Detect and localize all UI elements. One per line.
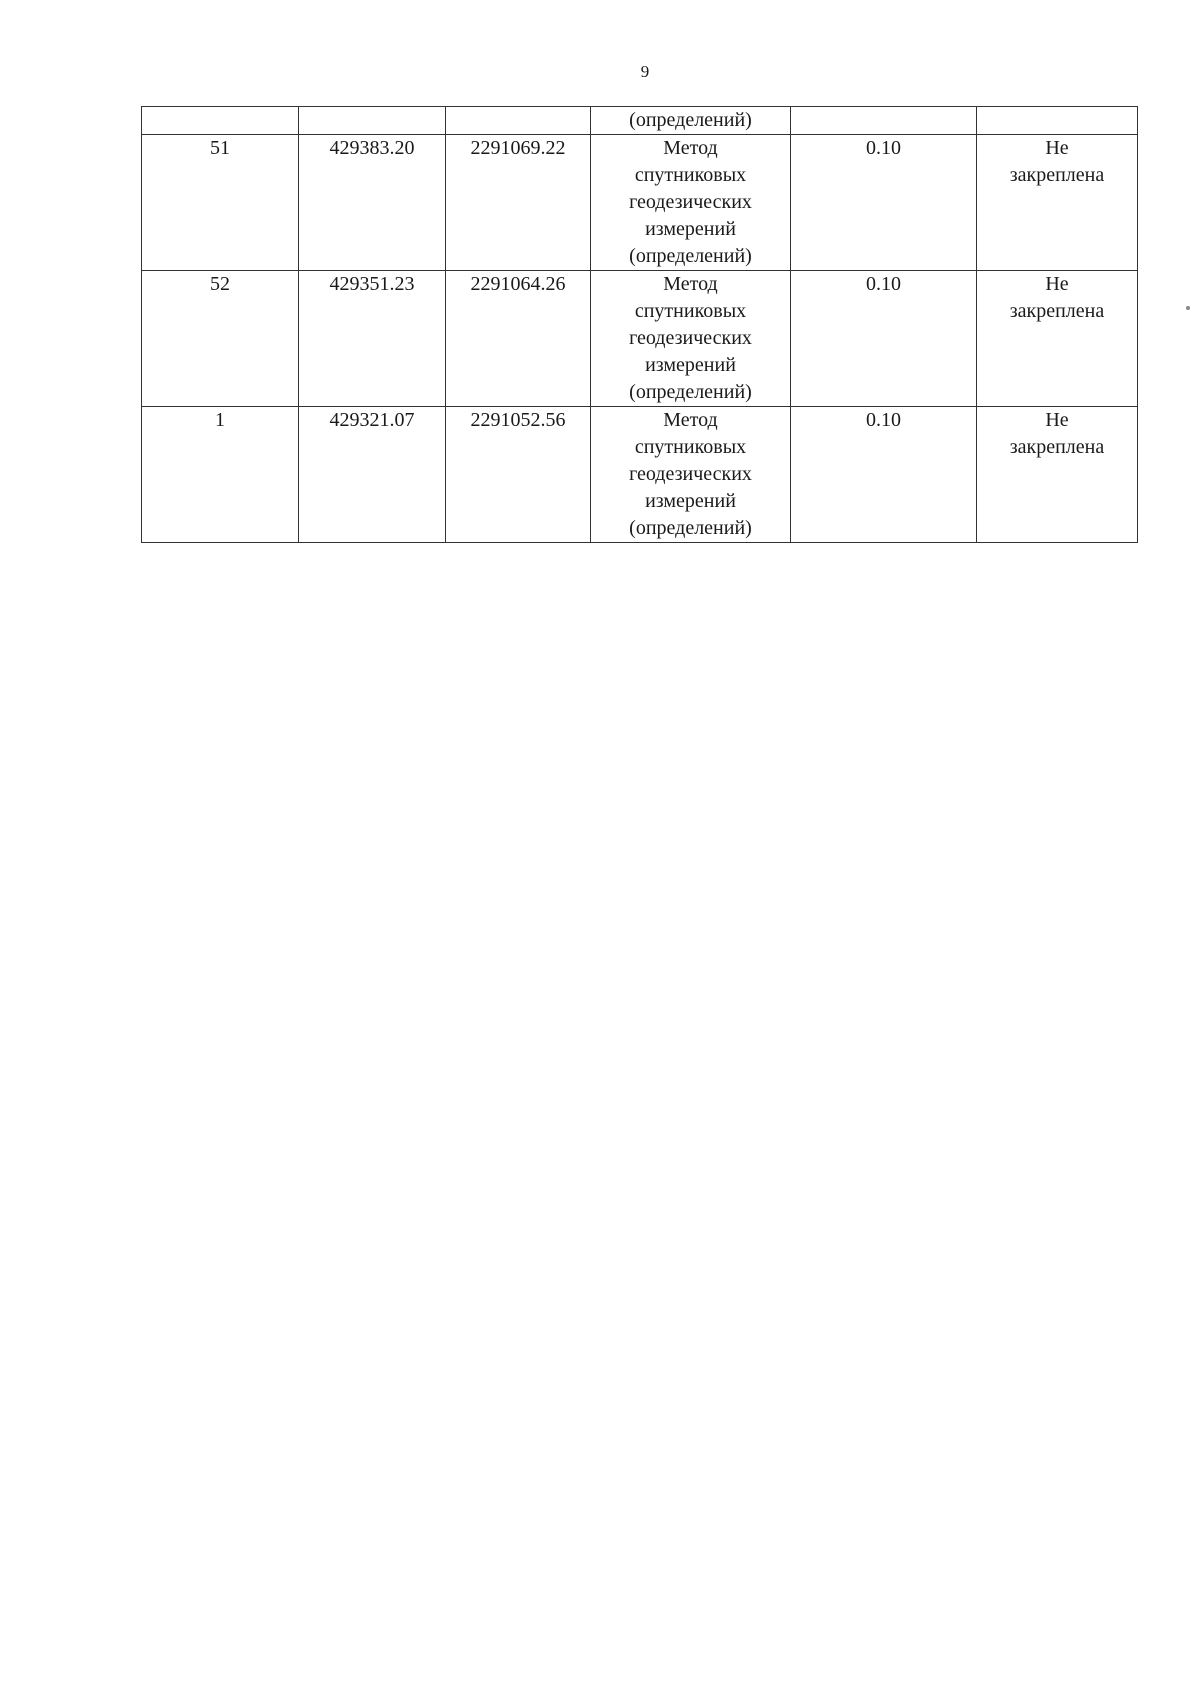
cell-x xyxy=(299,107,446,135)
cell-method xyxy=(591,271,791,407)
cell-y: 2291064.26 xyxy=(446,271,591,407)
fixation-line: закреплена xyxy=(1009,164,1105,186)
table-row xyxy=(142,135,1138,271)
cell-accuracy: 0.10 xyxy=(791,271,977,407)
method-line: (определений) xyxy=(629,517,752,539)
method-line: измерений xyxy=(645,218,736,240)
fixation-line: закреплена xyxy=(1009,300,1105,322)
fixation-line: Не xyxy=(1045,273,1069,295)
fixation-line: закреплена xyxy=(1009,436,1105,458)
cell-fixation xyxy=(977,135,1138,271)
table-row xyxy=(142,407,1138,543)
method-line: Метод xyxy=(663,273,718,295)
scan-speck xyxy=(1186,306,1190,310)
cell-y: 2291052.56 xyxy=(446,407,591,543)
method-line: Метод xyxy=(663,409,718,431)
fixation-line: Не xyxy=(1045,409,1069,431)
cell-x: 429321.07 xyxy=(299,407,446,543)
table-row xyxy=(142,271,1138,407)
cell-y xyxy=(446,107,591,135)
method-line: измерений xyxy=(645,354,736,376)
cell-point: 52 xyxy=(142,271,299,407)
cell-fixation xyxy=(977,107,1138,135)
method-line: (определений) xyxy=(629,245,752,267)
cell-x: 429351.23 xyxy=(299,271,446,407)
method-line: геодезических xyxy=(629,327,752,349)
coordinates-table-body xyxy=(142,107,1138,543)
cell-point xyxy=(142,107,299,135)
method-line: (определений) xyxy=(629,381,752,403)
cell-point: 1 xyxy=(142,407,299,543)
fixation-line: Не xyxy=(1045,137,1069,159)
cell-point: 51 xyxy=(142,135,299,271)
cell-x: 429383.20 xyxy=(299,135,446,271)
method-line: Метод xyxy=(663,137,718,159)
method-tail-text: (определений) xyxy=(629,109,752,131)
cell-accuracy: 0.10 xyxy=(791,135,977,271)
method-line: спутниковых xyxy=(634,436,747,458)
cell-accuracy xyxy=(791,107,977,135)
cell-method xyxy=(591,135,791,271)
method-line: спутниковых xyxy=(634,300,747,322)
method-line: геодезических xyxy=(629,463,752,485)
cell-method xyxy=(591,407,791,543)
coordinates-table xyxy=(141,106,1138,543)
cell-y: 2291069.22 xyxy=(446,135,591,271)
cell-accuracy: 0.10 xyxy=(791,407,977,543)
continuation-row xyxy=(142,107,1138,135)
cell-fixation xyxy=(977,407,1138,543)
method-line: спутниковых xyxy=(634,164,747,186)
cell-fixation xyxy=(977,271,1138,407)
page-number: 9 xyxy=(640,62,650,81)
cell-method xyxy=(591,107,791,135)
method-line: геодезических xyxy=(629,191,752,213)
method-line: измерений xyxy=(645,490,736,512)
